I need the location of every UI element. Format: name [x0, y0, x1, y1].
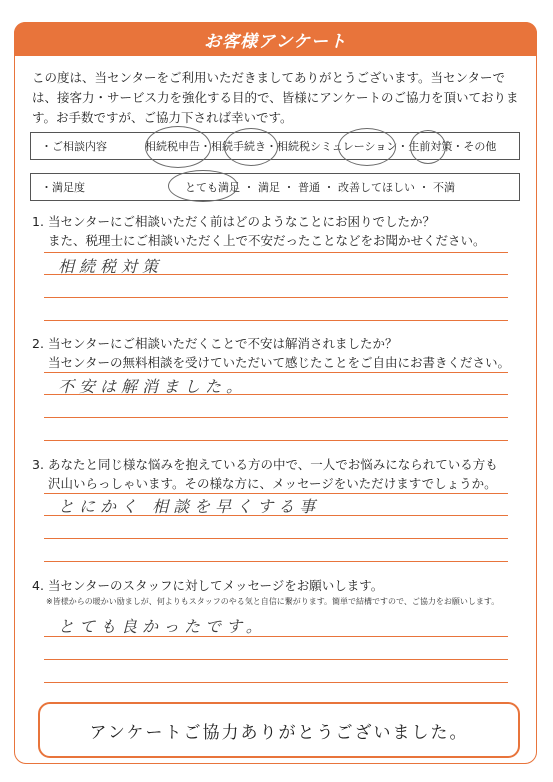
satisfaction-box [30, 173, 520, 201]
answer-line [44, 372, 508, 373]
answer-line [44, 274, 508, 275]
question-4-note: ※皆様からの暖かい励ましが、何よりもスタッフのやる気と自信に繋がります。簡単で結構ですので、ご協力をお願いします。 [46, 597, 500, 606]
question-1: 1. 当センターにご相談いただく前はどのようなことにお困りでしたか？ また、税理士にご相談いただく上で不安だったことなどをお聞かせください。 [32, 214, 486, 248]
answer-line [44, 320, 508, 321]
consult-circle-mark [410, 130, 446, 164]
consult-label: ・ご相談内容 [41, 140, 107, 153]
answer-line [44, 515, 508, 516]
answer-3: とにかく 相談を早くする事 [58, 497, 321, 516]
satisfaction-label: ・満足度 [41, 181, 85, 194]
answer-line [44, 417, 508, 418]
consult-circle-mark [338, 128, 396, 166]
answer-line [44, 297, 508, 298]
answer-4: とても良かったです。 [58, 617, 267, 636]
intro-text: この度は、当センターをご利用いただきましてありがとうございます。当センターでは、接客力・サービス力を強化する目的で、皆様にアンケートのご協力を頂いております。お手数ですが、ご協力下されば幸いです。 [32, 70, 519, 125]
consult-options: 相続税申告・相続手続き・相続税シミュレーション・生前対策・その他 [145, 140, 497, 153]
answer-1: 相続税対策 [58, 257, 164, 276]
thanks-text: アンケートご協力ありがとうございました。 [89, 722, 469, 743]
page-title: お客様アンケート [204, 31, 347, 52]
satisfaction-options: とても満足 ・ 満足 ・ 普通 ・ 改善してほしい ・ 不満 [185, 181, 455, 194]
answer-line [44, 252, 508, 253]
consult-circle-mark [224, 128, 278, 166]
thanks-box [38, 702, 520, 758]
question-3: 3. あなたと同じ様な悩みを抱えている方の中で、一人でお悩みになられている方も 沢山いらっしゃいます。その様な方に、メッセージをいただけますでしょうか。 [32, 457, 498, 491]
title-bar [14, 22, 537, 56]
question-2: 2. 当センターにご相談いただくことで不安は解消されましたか？ 当センターの無料相談を受けていただいて感じたことをご自由にお書きください。 [32, 336, 511, 370]
satisfaction-circle-mark [168, 170, 238, 202]
answer-line [44, 394, 508, 395]
answer-2: 不安は解消ました。 [58, 377, 248, 396]
answer-line [44, 440, 508, 441]
answer-line [44, 682, 508, 683]
answer-line [44, 561, 508, 562]
answer-line [44, 538, 508, 539]
answer-line [44, 659, 508, 660]
consult-circle-mark [145, 126, 211, 168]
question-4: 4. 当センターのスタッフに対してメッセージをお願いします。 ※皆様からの暖かい励ましが、何よりもスタッフのやる気と自信に繋がります。簡単で結構ですので、ご協力をお願いします。 [32, 576, 522, 609]
